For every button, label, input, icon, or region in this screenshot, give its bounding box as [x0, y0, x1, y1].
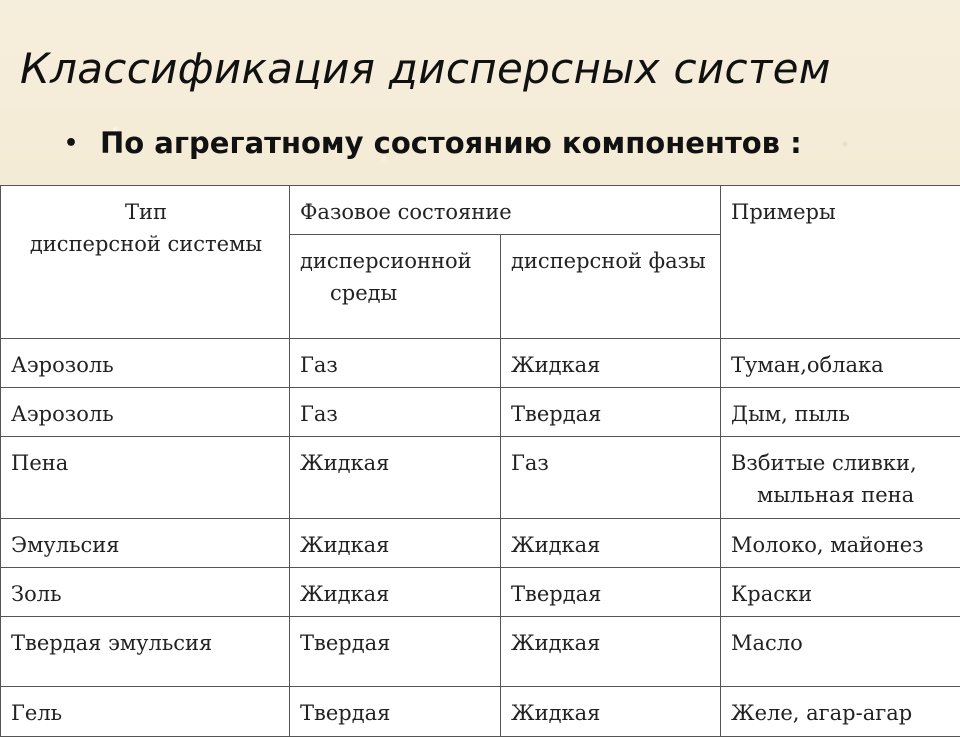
header-type-line2: дисперсной системы: [30, 232, 262, 256]
cell-phase: Жидкая: [501, 617, 721, 687]
table-row: [1, 568, 960, 617]
slide-title: Классификация дисперсных систем: [20, 44, 950, 93]
table-row: [1, 339, 960, 388]
cell-phase: Твердая: [501, 388, 721, 437]
cell-phase: Жидкая: [501, 687, 721, 737]
header-examples: Примеры: [721, 186, 960, 339]
header-medium-line1: дисперсионной: [300, 249, 472, 273]
cell-medium: Твердая: [290, 687, 501, 737]
table-row: [1, 519, 960, 568]
table-row: [1, 687, 960, 737]
cell-medium: Газ: [290, 339, 501, 388]
bullet-icon: •: [64, 131, 100, 156]
cell-medium: Жидкая: [290, 437, 501, 519]
cell-phase: Жидкая: [501, 519, 721, 568]
header-type-cell: [1, 186, 290, 339]
cell-phase: Жидкая: [501, 339, 721, 388]
header-phase-cell: дисперсной фазы: [501, 235, 721, 339]
cell-example-line1: Взбитые сливки,: [731, 451, 917, 475]
cell-type: Золь: [1, 568, 290, 617]
cell-type: Эмульсия: [1, 519, 290, 568]
cell-medium: Твердая: [290, 617, 501, 687]
cell-phase: Газ: [501, 437, 721, 519]
cell-medium: Жидкая: [290, 519, 501, 568]
cell-example: Масло: [721, 617, 960, 687]
cell-example: Краски: [721, 568, 960, 617]
cell-example: Туман,облака: [721, 339, 960, 388]
cell-example: Дым, пыль: [721, 388, 960, 437]
table-row: [1, 617, 960, 687]
header-medium-line2: среды: [300, 277, 492, 309]
cell-type: Твердая эмульсия: [1, 617, 290, 687]
classification-table: [0, 185, 960, 737]
header-type-line1: Тип: [125, 200, 167, 224]
subtitle-text: По агрегатному состоянию компонентов :: [100, 126, 802, 160]
slide-subtitle: [64, 126, 802, 160]
cell-example-line2: мыльная пена: [731, 479, 954, 511]
header-phase-state: Фазовое состояние: [290, 186, 721, 235]
cell-phase: Твердая: [501, 568, 721, 617]
cell-example: Желе, агар-агар: [721, 687, 960, 737]
cell-example: Молоко, майонез: [721, 519, 960, 568]
cell-medium: Газ: [290, 388, 501, 437]
cell-medium: Жидкая: [290, 568, 501, 617]
cell-type: Гель: [1, 687, 290, 737]
header-medium-cell: [290, 235, 501, 339]
table-row: [1, 437, 960, 519]
cell-type: Пена: [1, 437, 290, 519]
cell-type: Аэрозоль: [1, 388, 290, 437]
cell-type: Аэрозоль: [1, 339, 290, 388]
table-row: [1, 388, 960, 437]
header-row: [1, 186, 960, 235]
cell-example: [721, 437, 960, 519]
